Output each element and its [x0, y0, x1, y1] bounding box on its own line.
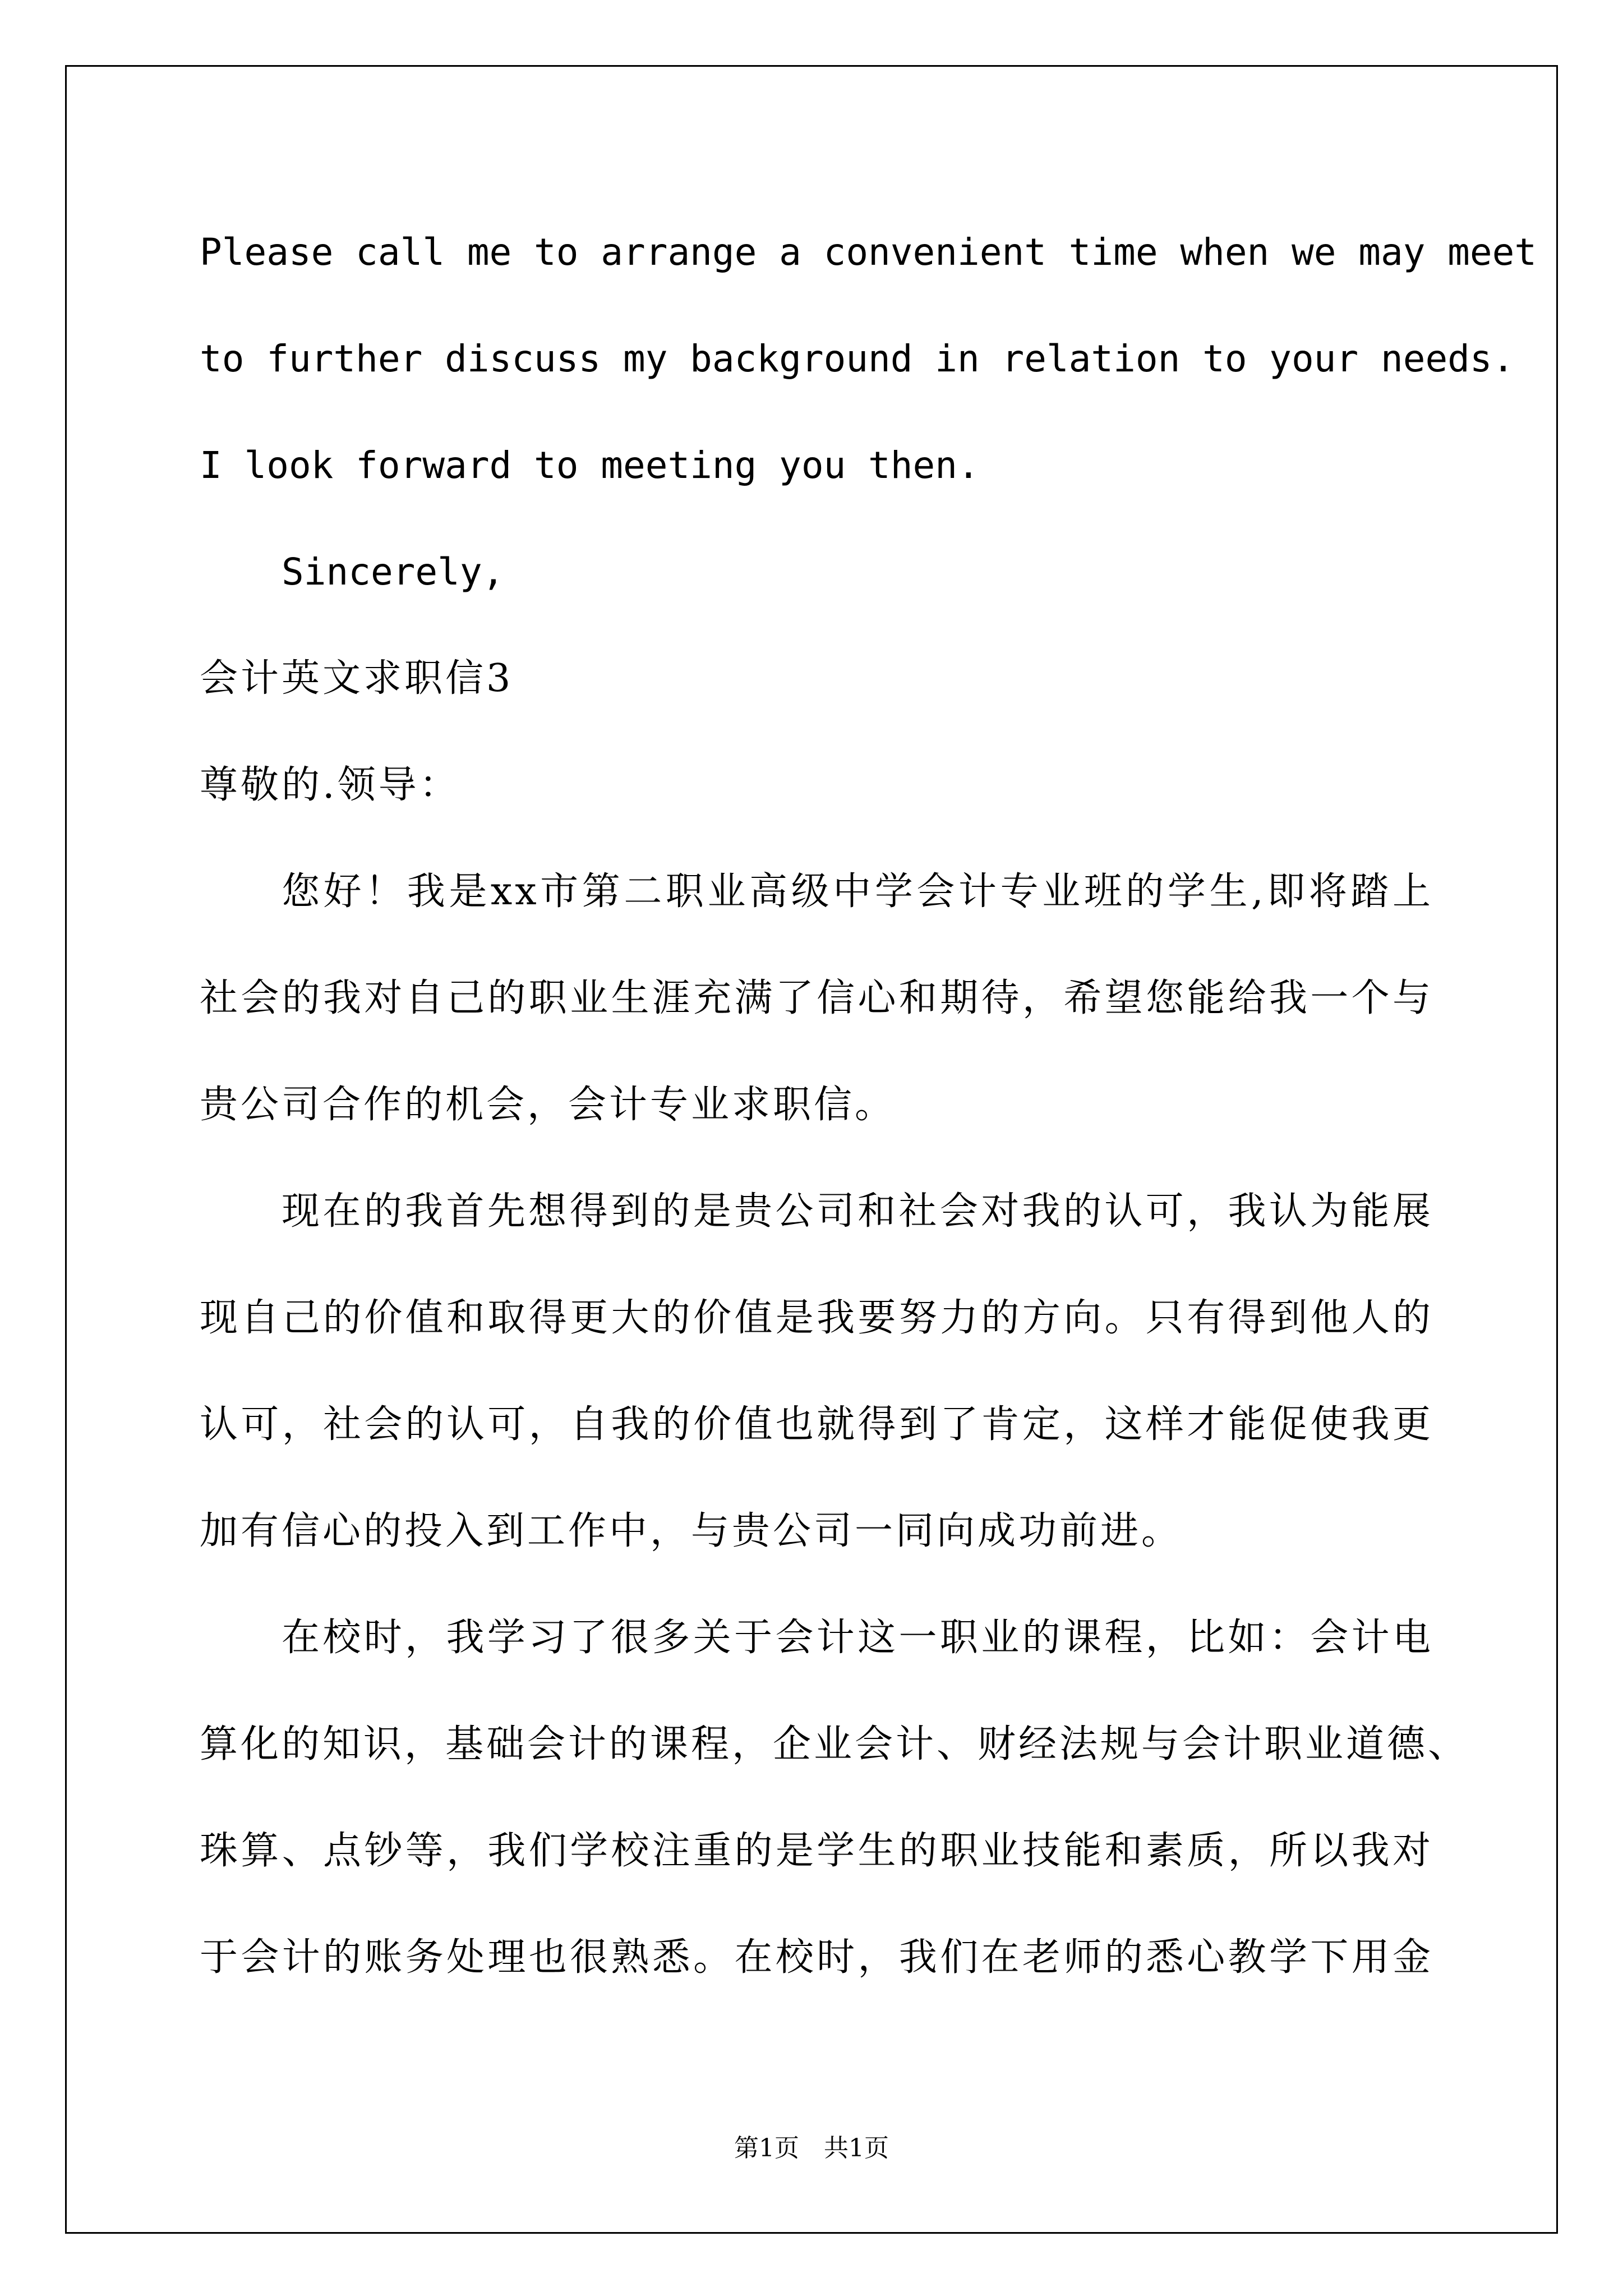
paragraph-line: 在校时，我学习了很多关于会计这一职业的课程，比如：会计电	[282, 1616, 1433, 1660]
salutation: 尊敬的.领导：	[200, 763, 460, 807]
paragraph-line: 社会的我对自己的职业生涯充满了信心和期待，希望您能给我一个与	[200, 976, 1433, 1020]
paragraph-line: 认可，社会的认可，自我的价值也就得到了肯定，这样才能促使我更	[200, 1402, 1433, 1447]
paragraph-line: 于会计的账务处理也很熟悉。在校时，我们在老师的悉心教学下用金	[200, 1935, 1433, 1980]
section-heading: 会计英文求职信3	[200, 656, 514, 701]
paragraph-line: 加有信心的投入到工作中，与贵公司一同向成功前进。	[200, 1509, 1183, 1553]
paragraph-line: I look forward to meeting you then.	[200, 444, 980, 487]
closing-line: Sincerely,	[282, 550, 505, 593]
paragraph-line: Please call me to arrange a convenient time when we may meet	[200, 231, 1537, 274]
paragraph-line: 您好！我是xx市第二职业高级中学会计专业班的学生,即将踏上	[282, 869, 1433, 914]
page-border	[65, 65, 1558, 2234]
paragraph-line: 算化的知识，基础会计的课程，企业会计、财经法规与会计职业道德、	[200, 1722, 1469, 1766]
paragraph-line: 现自己的价值和取得更大的价值是我要努力的方向。只有得到他人的	[200, 1296, 1433, 1340]
paragraph-line: to further discuss my background in relation to your needs.	[200, 337, 1515, 380]
paragraph-line: 珠算、点钞等，我们学校注重的是学生的职业技能和素质，所以我对	[200, 1829, 1433, 1873]
page-number-footer: 第1页 共1页	[734, 2134, 889, 2162]
paragraph-line: 贵公司合作的机会，会计专业求职信。	[200, 1083, 896, 1127]
paragraph-line: 现在的我首先想得到的是贵公司和社会对我的认可，我认为能展	[282, 1189, 1433, 1234]
